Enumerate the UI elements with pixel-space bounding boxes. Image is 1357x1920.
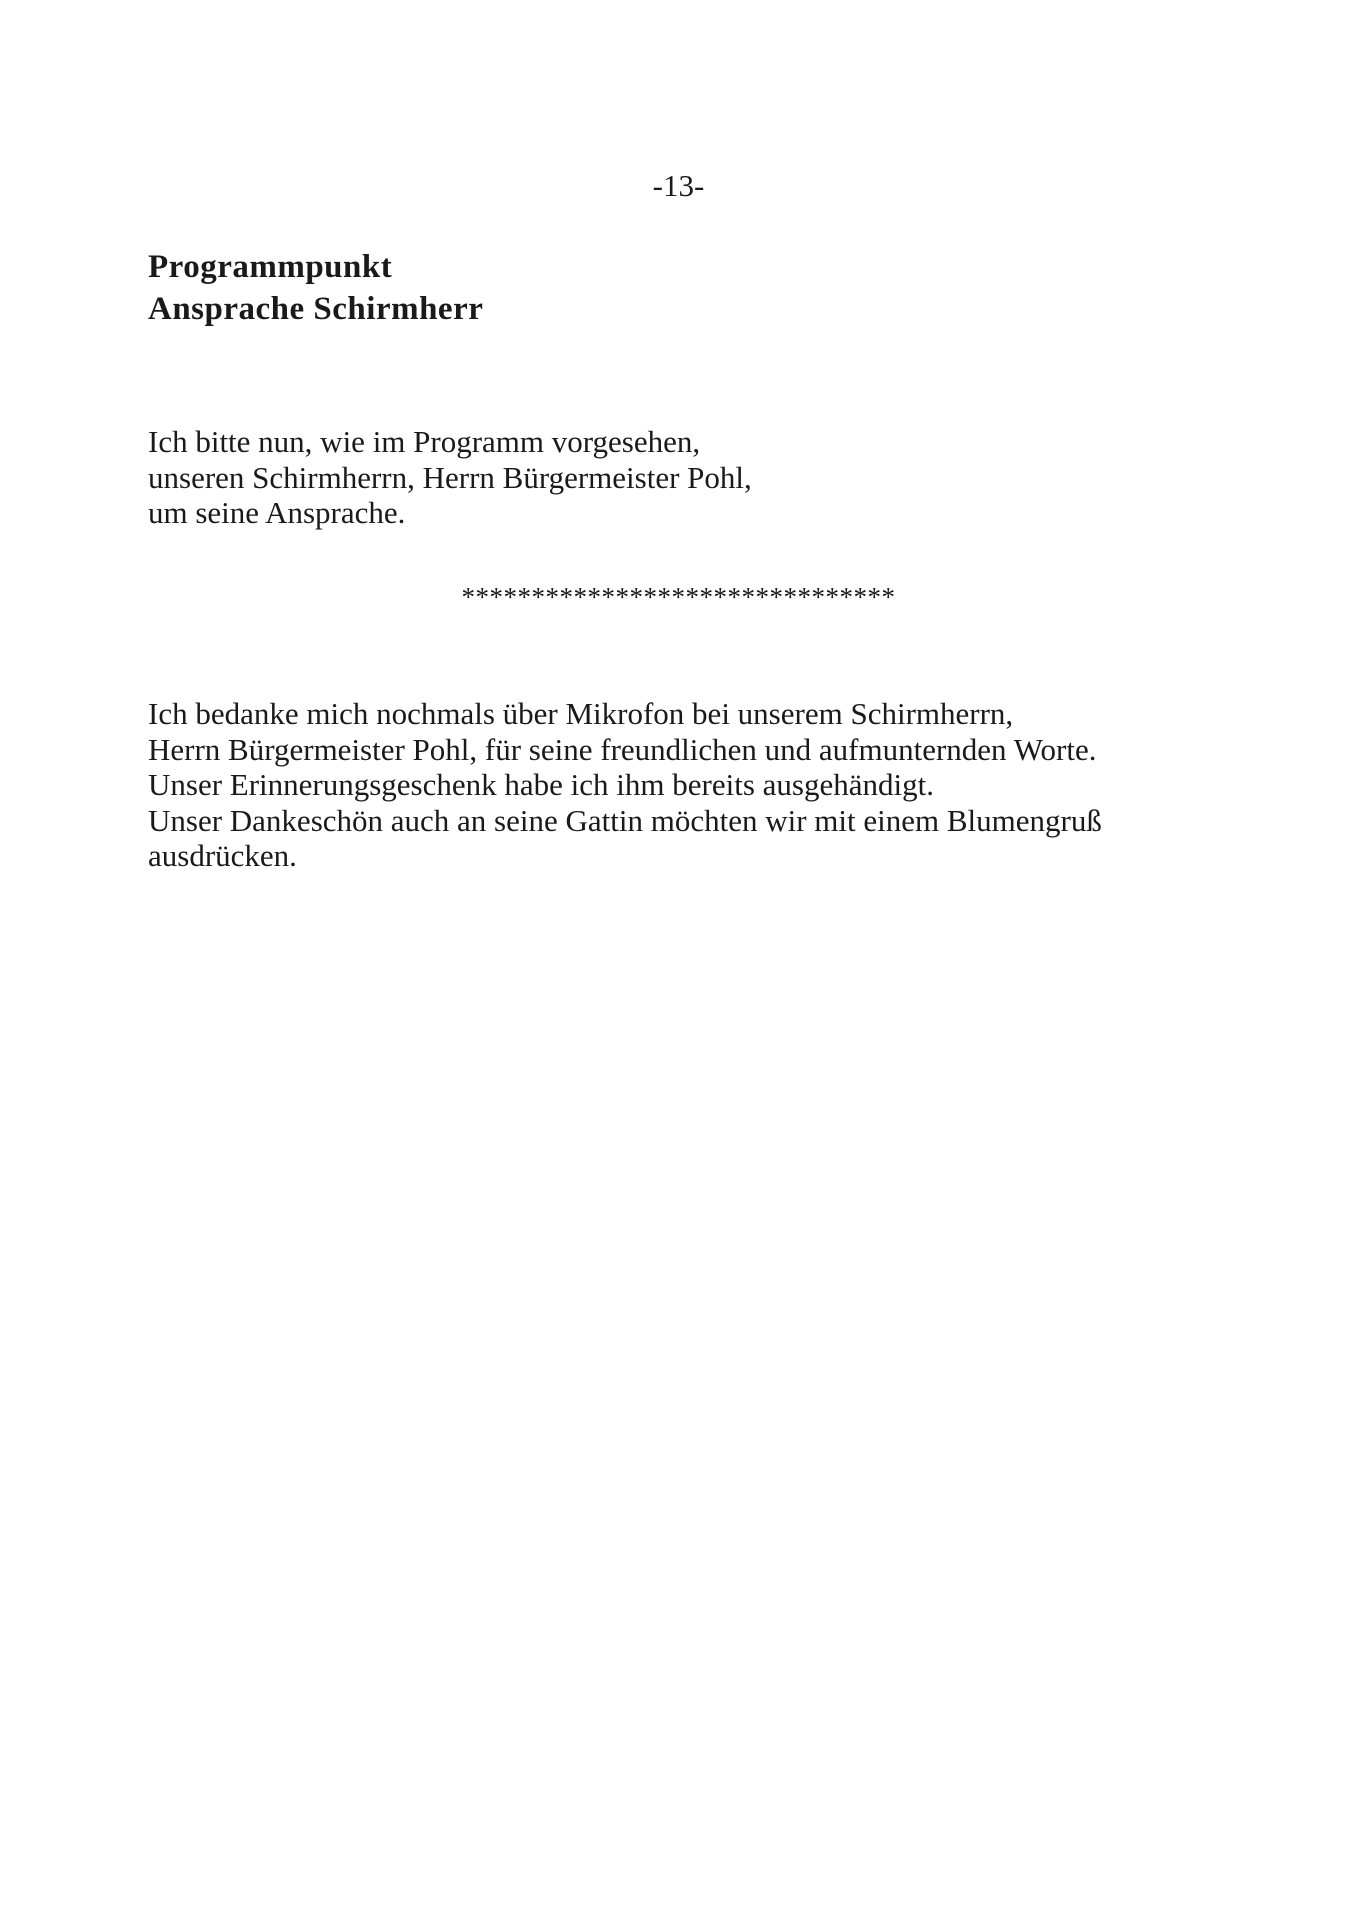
paragraph-line: Unser Erinnerungsgeschenk habe ich ihm bereits ausgehändigt. xyxy=(148,767,934,802)
paragraph-line: Unser Dankeschön auch an seine Gattin möchten wir mit einem Blumengruß xyxy=(148,802,1102,838)
paragraph-line: Ich bedanke mich nochmals über Mikrofon bei unserem Schirmherrn, xyxy=(148,696,1014,731)
paragraph-thanks xyxy=(148,696,1102,874)
asterisk-separator: ******************************* xyxy=(461,582,896,612)
section-heading xyxy=(148,246,483,330)
paragraph-line: um seine Ansprache. xyxy=(148,495,406,530)
page-number: -13- xyxy=(652,168,705,203)
heading-line-1: Programmpunkt xyxy=(148,249,393,285)
paragraph-line: Herrn Bürgermeister Pohl, für seine freundlichen und aufmunternden Worte. xyxy=(148,731,1097,767)
heading-line-2: Ansprache Schirmherr xyxy=(148,291,484,327)
paragraph-line: Ich bitte nun, wie im Programm vorgesehen, xyxy=(148,424,701,459)
paragraph-introduction xyxy=(148,424,752,531)
paragraph-line: unseren Schirmherrn, Herrn Bürgermeister Pohl, xyxy=(148,459,752,495)
paragraph-line: ausdrücken. xyxy=(148,838,297,873)
